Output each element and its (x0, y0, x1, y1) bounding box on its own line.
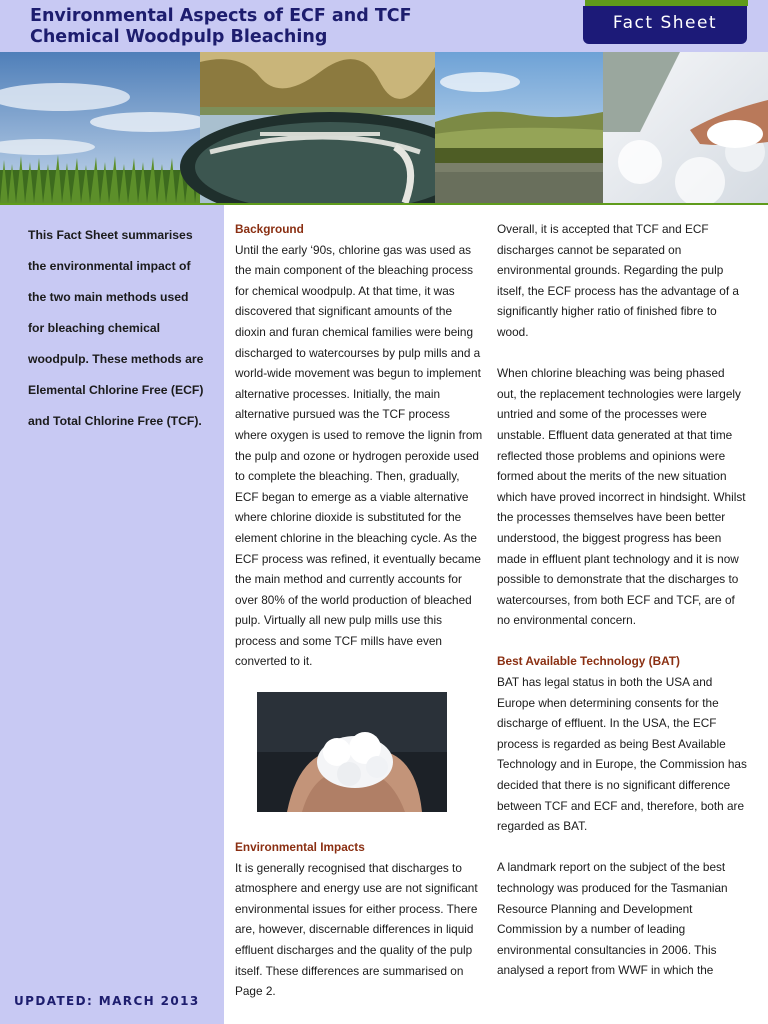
environmental-impacts-heading: Environmental Impacts (235, 840, 365, 854)
background-paragraph: Until the early ‘90s, chlorine gas was used as the main component of the bleaching process for chemical woodpulp. At that time, it was discovered that significant amounts of the dioxin and furan chemical families were being discharged to watercourses by pulp mills and a world-wide movement was begun to implement alternative processes. Initially, the main alternative pursued was the TCF process where oxygen is used to remove the lignin from the pulp and ozone or hydrogen peroxide used to complete the bleaching. Then, gradually, ECF began to emerge as a viable alternative where chlorine dioxide is substituted for the element chlorine in the bleaching cycle. As the ECF process was refined, it eventually became the main method and currently accounts for over 80% of the world production of bleached pulp. Virtually all new pulp mills use this process and some TCF mills have even converted to it. (235, 242, 483, 669)
bat-heading: Best Available Technology (BAT) (497, 654, 680, 669)
phase-out-paragraph: When chlorine bleaching was being phased out, the replacement technologies were largely untried and some of the processes were unstable. Effluent data generated at that time reflected those problems and opinions were formed about the merits of the new situation which have proved incorrect in hindsight. Whilst the processes themselves have been better understood, the biggest progress has been made in effluent plant technology and it is now possible to demonstrate that the discharges to watercourses, from both ECF and TCF, are of no environmental concern. (497, 366, 746, 628)
article-column-1 (235, 219, 485, 672)
fact-sheet-badge: Fact Sheet (583, 6, 747, 44)
updated-date: UPDATED: MARCH 2013 (14, 994, 200, 1008)
article-column-2 (497, 219, 747, 981)
bat-paragraph: BAT has legal status in both the USA and Europe when determining consents for the discharge of effluent. In the USA, the ECF process is regarded as being Best Available Technology and in Europe, the Commission has decided that there is no significant difference between TCF and ECF and, therefore, both are regarded as BAT. (497, 675, 747, 834)
title-line-2: Chemical Woodpulp Bleaching (30, 27, 328, 47)
article-column-1-lower (235, 837, 485, 1002)
sky-grass-photo (0, 52, 210, 203)
landmark-report-paragraph: A landmark report on the subject of the best technology was produced for the Tasmanian Resource Planning and Development Commission by a number of leading environmental consultancies in 2006. This analysed a report from WWF in which the (497, 860, 728, 978)
background-heading: Background (235, 222, 304, 236)
overall-paragraph: Overall, it is accepted that TCF and ECF discharges cannot be separated on environmental grounds. Regarding the pulp itself, the ECF process has the advantage of a significantly higher ratio of finished fibre to wood. (497, 222, 739, 339)
title-line-1: Environmental Aspects of ECF and TCF (30, 6, 412, 26)
document-title (30, 6, 412, 48)
river-landscape-photo (435, 52, 603, 203)
header-photo-strip (0, 52, 768, 203)
summary-text: This Fact Sheet summarises the environmental impact of the two main methods used for bleaching chemical woodpulp. These methods are Elemental Chlorine Free (ECF) and Total Chlorine Free (TCF). (28, 228, 204, 428)
environmental-impacts-paragraph: It is generally recognised that discharges to atmosphere and energy use are not significant environmental issues for either process. There are, however, discernable differences in liquid effluent discharges and the quality of the pulp itself. These differences are summarised on Page 2. (235, 860, 478, 999)
hands-with-pulp-image (257, 692, 447, 812)
pulp-handful-photo (603, 52, 768, 203)
